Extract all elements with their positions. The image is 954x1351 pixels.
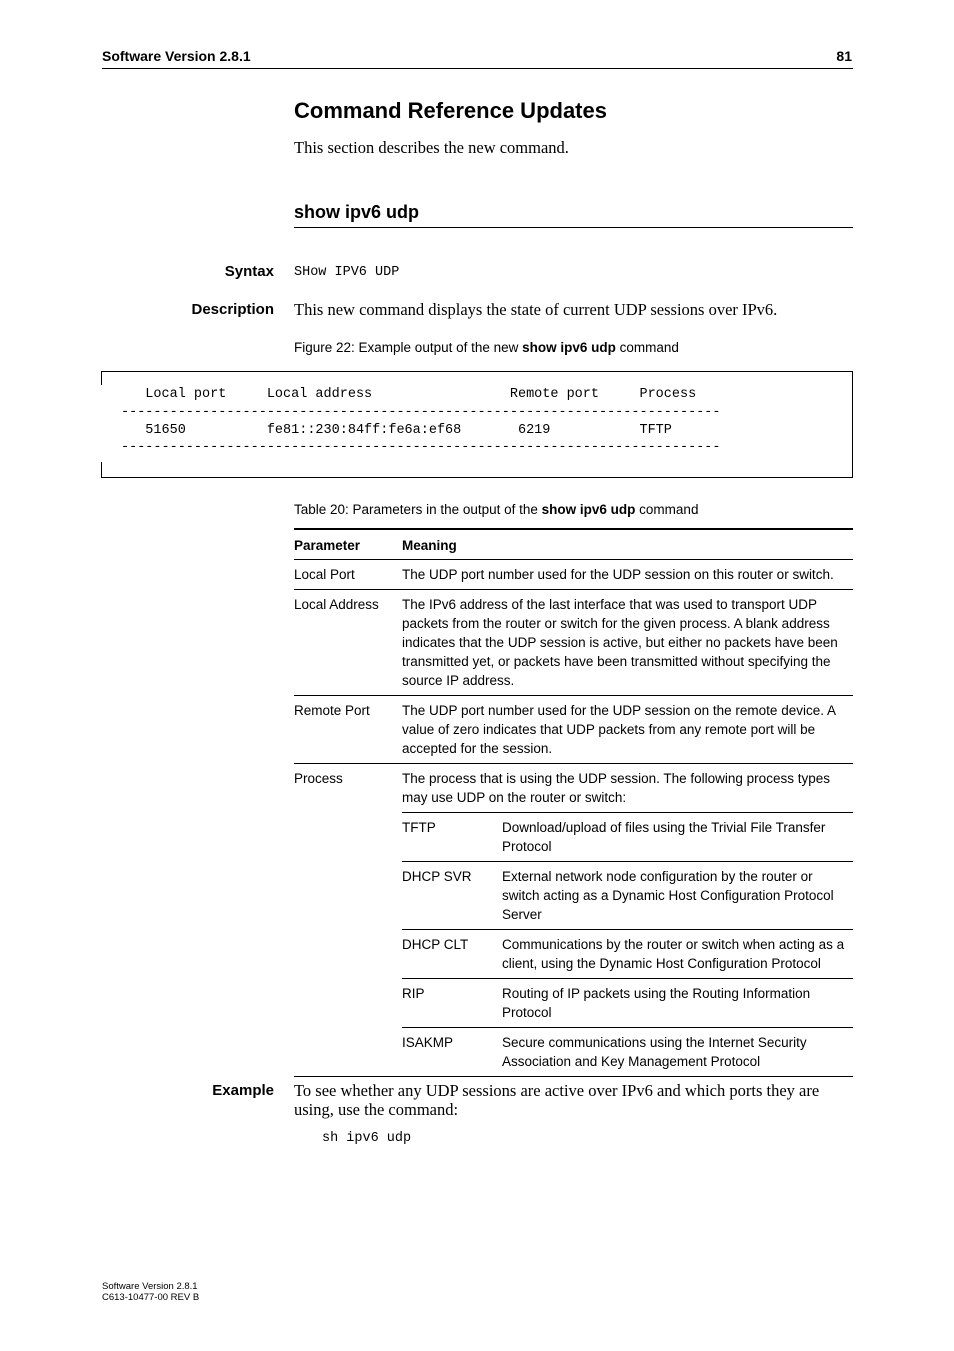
- table-caption: [294, 502, 698, 517]
- code-box-left-edge-top: [101, 371, 102, 385]
- table-row: [294, 764, 853, 1077]
- process-type-desc: Secure communications using the Internet Security Association and Key Management Protocol: [502, 1035, 807, 1069]
- figure-caption-command: show ipv6 udp: [522, 340, 616, 355]
- process-type-name: DHCP SVR: [402, 869, 472, 884]
- example-text: To see whether any UDP sessions are active over IPv6 and which ports they are using, use the command:: [294, 1081, 820, 1119]
- parameter-table: [294, 528, 853, 1077]
- description-label: Description: [191, 301, 274, 318]
- syntax-label: Syntax: [224, 263, 274, 280]
- process-type-row: [402, 1028, 853, 1077]
- code-line-separator: --------------------------------------------------------------------------: [121, 405, 721, 420]
- command-title: show ipv6 udp: [294, 202, 420, 222]
- process-type-row: [402, 930, 853, 979]
- table-caption-suffix: command: [635, 502, 699, 517]
- code-line-data: 51650 fe81::230:84ff:fe6a:ef68 6219 TFTP: [121, 423, 672, 438]
- example-command: sh ipv6 udp: [322, 1131, 412, 1146]
- table-header-row: [294, 529, 853, 560]
- page-number: 81: [836, 48, 852, 64]
- param-cell: Remote Port: [294, 703, 370, 718]
- command-title-rule: [294, 227, 853, 228]
- process-type-desc: External network node configuration by the router or switch acting as a Dynamic Host Configuration Protocol Server: [502, 869, 834, 922]
- process-type-name: DHCP CLT: [402, 937, 469, 952]
- example-label: Example: [212, 1082, 274, 1099]
- code-box-left-edge-bottom: [101, 462, 102, 477]
- meaning-cell: The UDP port number used for the UDP session on this router or switch.: [402, 567, 834, 582]
- syntax-value: SHow IPV6 UDP: [294, 265, 400, 280]
- figure-caption-suffix: command: [615, 340, 679, 355]
- process-type-desc: Download/upload of files using the Trivial File Transfer Protocol: [502, 820, 826, 854]
- table-row: [294, 590, 853, 696]
- figure-caption-prefix: Figure 22: Example output of the new: [294, 340, 523, 355]
- meaning-cell: The IPv6 address of the last interface that was used to transport UDP packets from the router or switch for the given process. A blank address indicates that the UDP session is active, but either no packets have been transmitted yet, or packets have been transmitted without specifying the source IP address.: [402, 597, 838, 688]
- footer-doc-id: C613-10477-00 REV B: [102, 1292, 200, 1303]
- table-row: [294, 560, 853, 590]
- footer-version: Software Version 2.8.1: [102, 1281, 198, 1292]
- meaning-cell: The UDP port number used for the UDP session on the remote device. A value of zero indicates that UDP packets from any remote port will be accepted for the session.: [402, 703, 836, 756]
- section-title: Command Reference Updates: [294, 98, 607, 123]
- param-cell: Local Port: [294, 567, 355, 582]
- code-line-separator: --------------------------------------------------------------------------: [121, 440, 721, 455]
- param-cell: Local Address: [294, 597, 379, 612]
- process-type-name: TFTP: [402, 820, 436, 835]
- table-caption-command: show ipv6 udp: [541, 502, 636, 517]
- table-row: [294, 696, 853, 764]
- process-type-name: RIP: [402, 986, 425, 1001]
- table-caption-prefix: Table 20: Parameters in the output of the: [294, 502, 542, 517]
- column-header-parameter: Parameter: [294, 538, 361, 553]
- process-type-row: [402, 862, 853, 930]
- process-type-name: ISAKMP: [402, 1035, 454, 1050]
- header-title: Software Version 2.8.1: [102, 48, 251, 64]
- header-rule: [102, 68, 853, 69]
- process-types-table: [402, 812, 853, 1076]
- process-intro: The process that is using the UDP session. The following process types may use UDP on the router or switch:: [402, 771, 830, 805]
- process-type-row: [402, 979, 853, 1028]
- figure-caption: [294, 340, 679, 355]
- intro-text: This section describes the new command.: [294, 138, 569, 157]
- column-header-meaning: Meaning: [402, 538, 457, 553]
- process-type-row: [402, 813, 853, 862]
- process-type-desc: Communications by the router or switch when acting as a client, using the Dynamic Host Configuration Protocol: [502, 937, 845, 971]
- param-cell: Process: [294, 771, 343, 786]
- meaning-cell: [402, 764, 853, 1077]
- code-line-header: Local port Local address Remote port Process: [121, 387, 697, 402]
- description-text: This new command displays the state of current UDP sessions over IPv6.: [294, 300, 778, 319]
- process-type-desc: Routing of IP packets using the Routing Information Protocol: [502, 986, 811, 1020]
